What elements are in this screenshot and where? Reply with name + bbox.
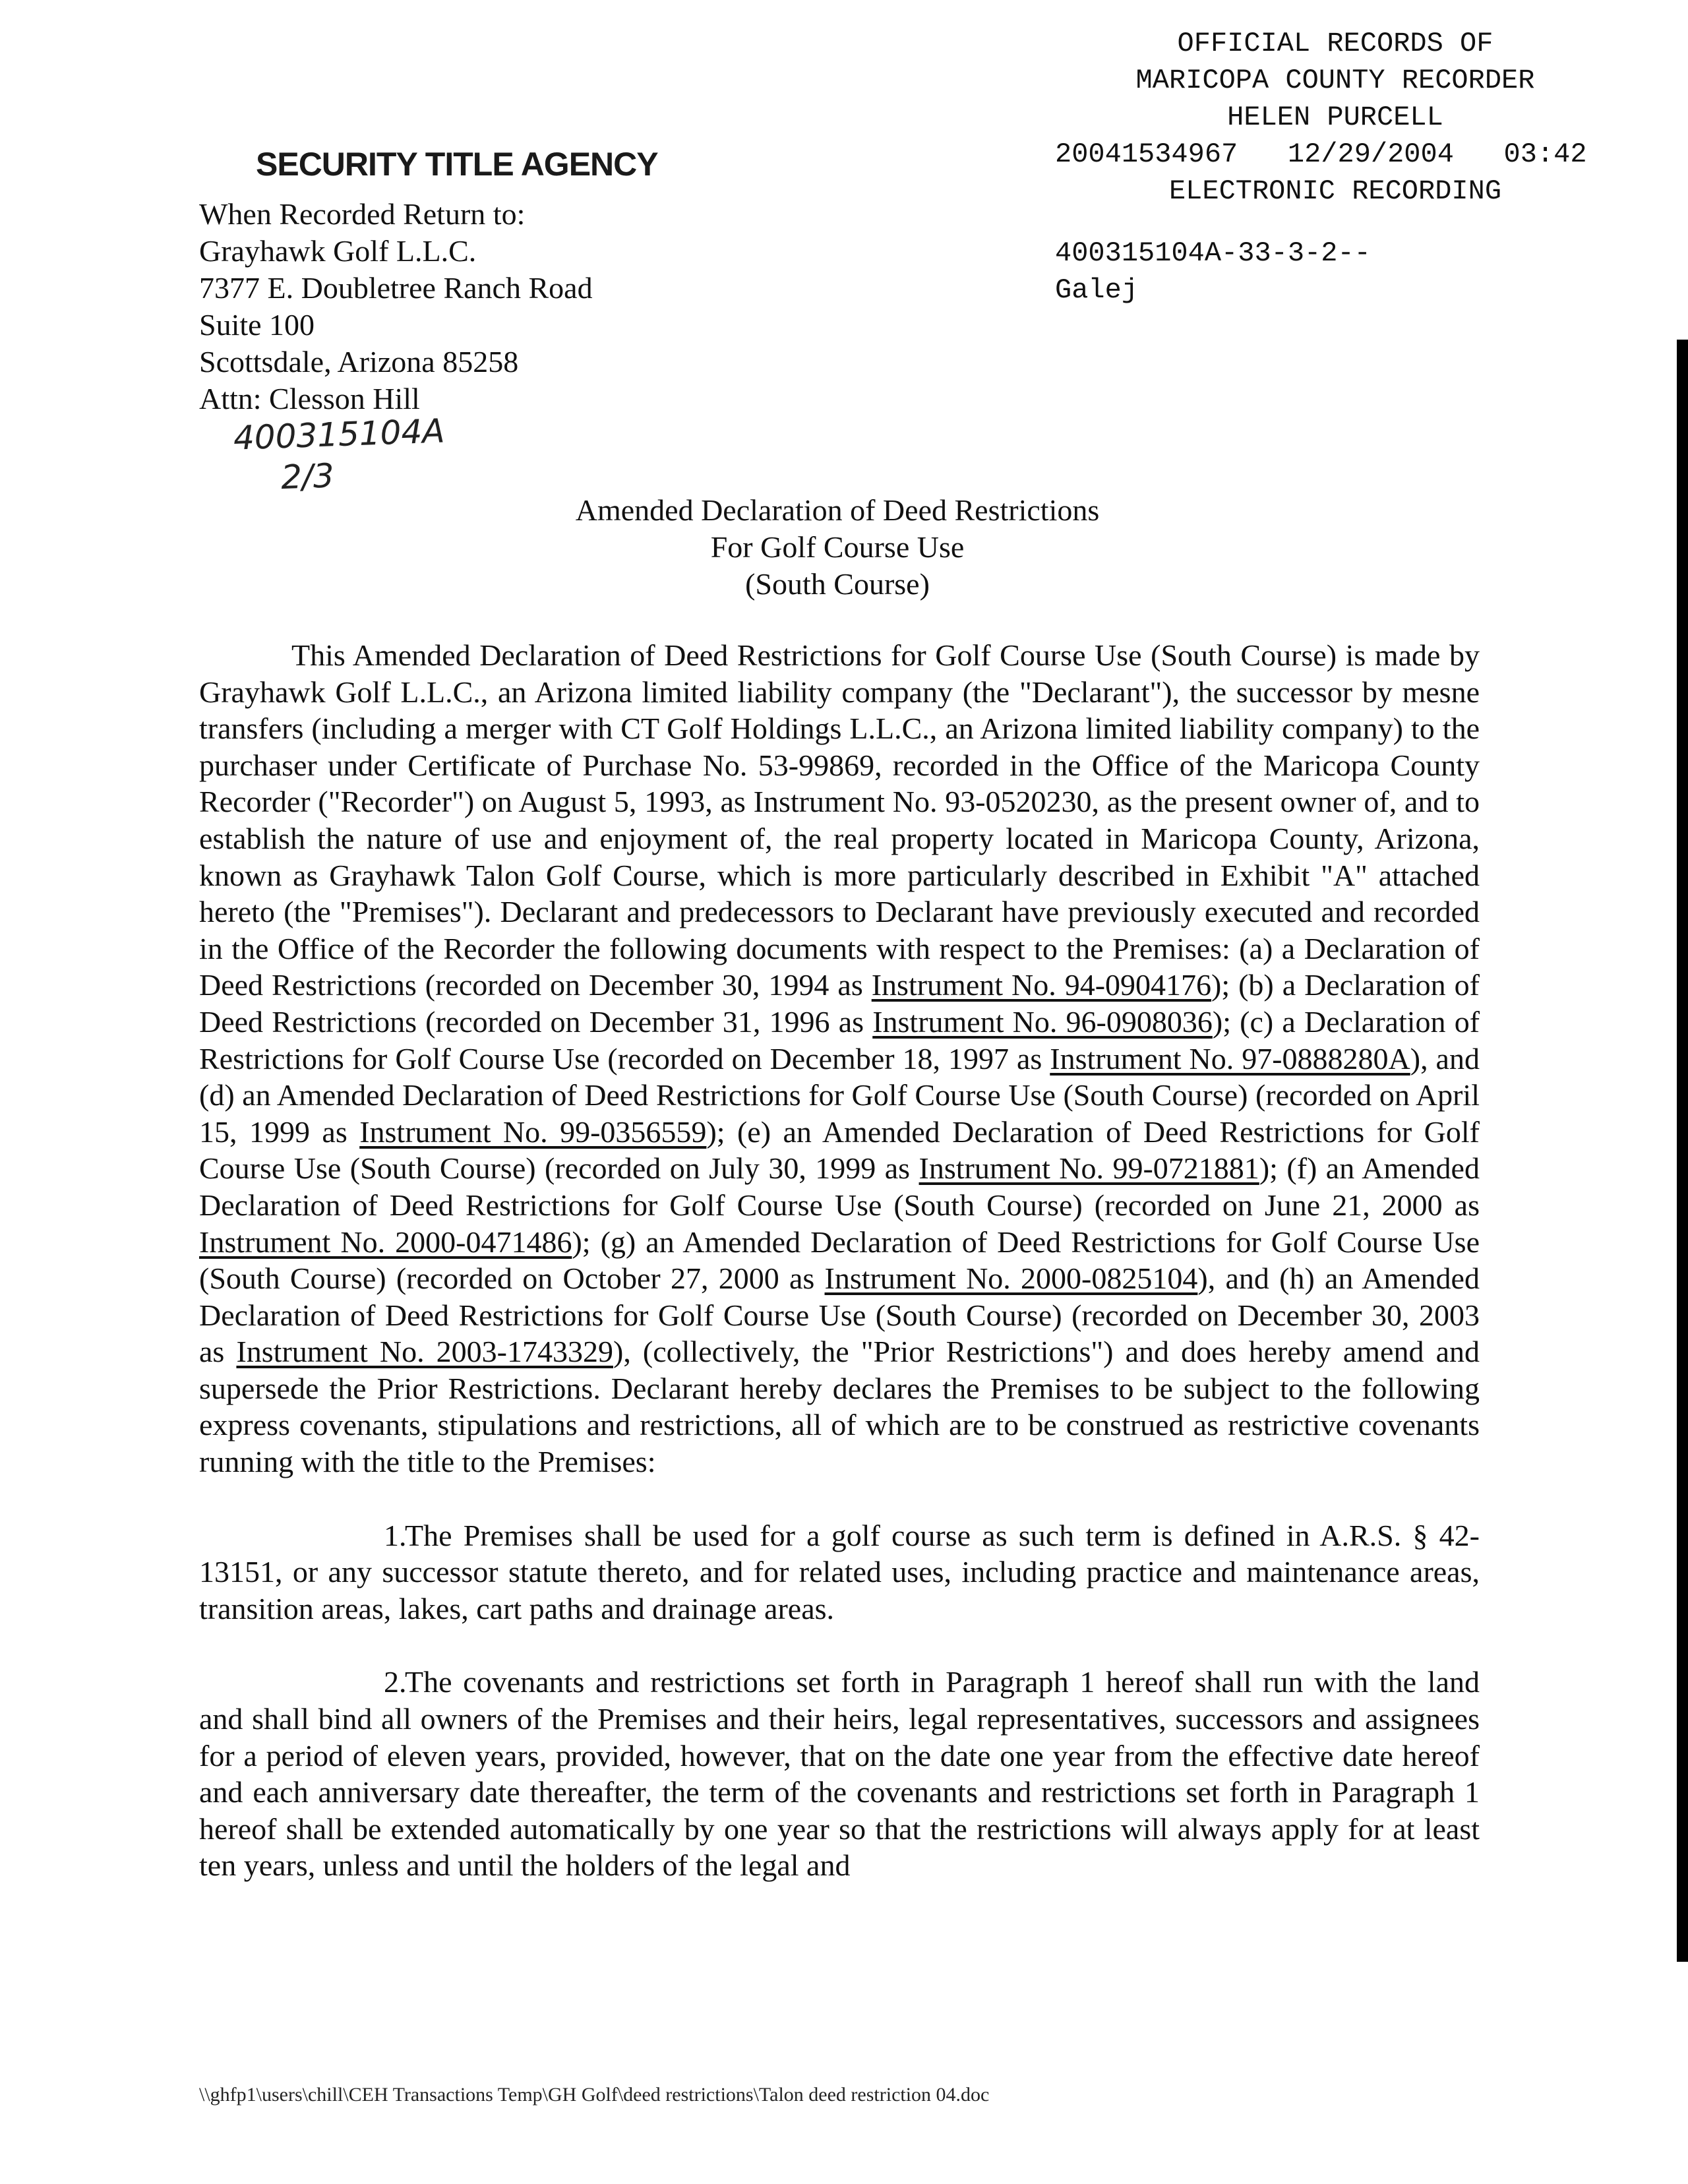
instrument-link-a[interactable]: Instrument No. 94-0904176 <box>871 968 1212 1002</box>
document-body <box>199 637 1480 1921</box>
paragraph-1-number: 1. <box>384 1518 407 1552</box>
intro-text-5: ); (e) an Amended Declaration of Deed Restrictions for Golf Course Use (South Course) (recorded on July 30, 1999 as <box>199 1114 1480 1186</box>
paragraph-2 <box>199 1664 1480 1884</box>
intro-text-4: ), and (d) an Amended Declaration of Deed Restrictions for Golf Course Use (South Course) (recorded on April 15, 1999 as <box>199 1041 1480 1149</box>
intro-text-9: ), (collectively, the "Prior Restrictions") and does hereby amend and supersede the Prior Restrictions. Declarant hereby declares the Premises to be subject to the following express covenants, stipulations and restrictions, all of which are to be construed as restrictive covenants running with the title to the Premises: <box>199 1335 1480 1479</box>
scan-edge-bar <box>1677 340 1688 1962</box>
document-title <box>435 492 1240 603</box>
instrument-link-f[interactable]: Instrument No. 2000-0471486 <box>199 1225 572 1259</box>
paragraph-1-text: The Premises shall be used for a golf course as such term is defined in A.R.S. § 42-13151, or any successor statute thereto, and for related uses, including practice and maintenance areas, transition areas, lakes, cart paths and drainage areas. <box>199 1518 1480 1625</box>
paragraph-2-text: The covenants and restrictions set forth in Paragraph 1 hereof shall run with the land and shall bind all owners of the Premises and their heirs, legal representatives, successors and assignees for a period of eleven years, provided, however, that on the date one year from the effective date hereof and each anniversary date thereafter, the term of the covenants and restrictions set forth in Paragraph 1 hereof shall be extended automatically by one year so that the restrictions will always apply for at least ten years, unless and until the holders of the legal and <box>199 1665 1480 1883</box>
handwritten-line-1: 400315104A <box>233 411 446 458</box>
recorder-stamp <box>1048 25 1642 309</box>
return-heading: When Recorded Return to: <box>199 197 526 231</box>
intro-text-6: ); (f) an Amended Declaration of Deed Restrictions for Golf Course Use (South Course) (recorded on June 21, 2000 as <box>199 1151 1480 1222</box>
recorder-line-1: OFFICIAL RECORDS OF <box>1177 28 1493 59</box>
intro-text-1: This Amended Declaration of Deed Restrictions for Golf Course Use (South Course) is made by Grayhawk Golf L.L.C., an Arizona limited liability company (the "Declarant"), the successor by mesne transfers (including a merger with CT Golf Holdings L.L.C., an Arizona limited liability company) to the purchaser under Certificate of Purchase No. 53-99869, recorded in the Office of the Maricopa County Recorder ("Recorder") on August 5, 1993, as Instrument No. 93-0520230, as the present owner of, and to establish the nature of use and enjoyment of, the real property located in Maricopa County, Arizona, known as Grayhawk Talon Golf Course, which is more particularly described in Exhibit "A" attached hereto (the "Premises"). Declarant and predecessors to Declarant have previously executed and recorded in the Office of the Recorder the following documents with respect to the Premises: (a) a Declaration of Deed Restrictions (recorded on December 30, 1994 as <box>199 638 1480 1002</box>
return-address <box>199 196 593 417</box>
clerk-name: Galej <box>1055 274 1139 306</box>
instrument-link-e[interactable]: Instrument No. 99-0721881 <box>919 1151 1259 1186</box>
title-line-3: (South Course) <box>745 567 930 601</box>
file-code: 400315104A-33-3-2-- <box>1055 237 1371 269</box>
intro-text-8: ), and (h) an Amended Declaration of Deed Restrictions for Golf Course Use (South Course) (recorded on December 30, 2003 as <box>199 1261 1480 1369</box>
title-line-1: Amended Declaration of Deed Restrictions <box>575 493 1100 527</box>
return-street: 7377 E. Doubletree Ranch Road <box>199 271 593 305</box>
recording-type: ELECTRONIC RECORDING <box>1168 175 1502 207</box>
intro-text-7: ); (g) an Amended Declaration of Deed Restrictions for Golf Course Use (South Course) (recorded on October 27, 2000 as <box>199 1225 1480 1296</box>
paragraph-1 <box>199 1517 1480 1627</box>
title-line-2: For Golf Course Use <box>710 530 965 564</box>
instrument-link-c[interactable]: Instrument No. 97-0888280A <box>1050 1041 1410 1076</box>
return-city: Scottsdale, Arizona 85258 <box>199 345 519 379</box>
instrument-link-b[interactable]: Instrument No. 96-0908036 <box>872 1004 1213 1039</box>
recorder-line-2: MARICOPA COUNTY RECORDER <box>1135 65 1535 96</box>
agency-stamp: SECURITY TITLE AGENCY <box>256 146 658 183</box>
handwritten-notation <box>233 410 447 499</box>
record-time: 03:42 <box>1503 138 1587 170</box>
intro-text-3: ); (c) a Declaration of Restrictions for Golf Course Use (recorded on December 18, 1997 as <box>199 1004 1480 1076</box>
instrument-link-g[interactable]: Instrument No. 2000-0825104 <box>824 1261 1198 1296</box>
record-date: 12/29/2004 <box>1287 138 1454 170</box>
return-company: Grayhawk Golf L.L.C. <box>199 234 477 268</box>
file-path-footer: \\ghfp1\users\chill\CEH Transactions Temp\GH Golf\deed restrictions\Talon deed restriction 04.doc <box>199 2084 990 2106</box>
intro-paragraph <box>199 637 1480 1480</box>
return-suite: Suite 100 <box>199 308 315 342</box>
recorder-line-3: HELEN PURCELL <box>1227 102 1443 133</box>
paragraph-2-number: 2. <box>384 1665 407 1699</box>
instrument-link-d[interactable]: Instrument No. 99-0356559 <box>359 1114 707 1149</box>
intro-text-2: ); (b) a Declaration of Deed Restrictions (recorded on December 31, 1996 as <box>199 968 1480 1039</box>
handwritten-line-2: 2/3 <box>280 456 335 497</box>
recorder-record-line <box>1055 136 1642 173</box>
return-attn: Attn: Clesson Hill <box>199 382 420 415</box>
record-number: 20041534967 <box>1055 138 1238 170</box>
instrument-link-h[interactable]: Instrument No. 2003-1743329 <box>236 1335 613 1369</box>
